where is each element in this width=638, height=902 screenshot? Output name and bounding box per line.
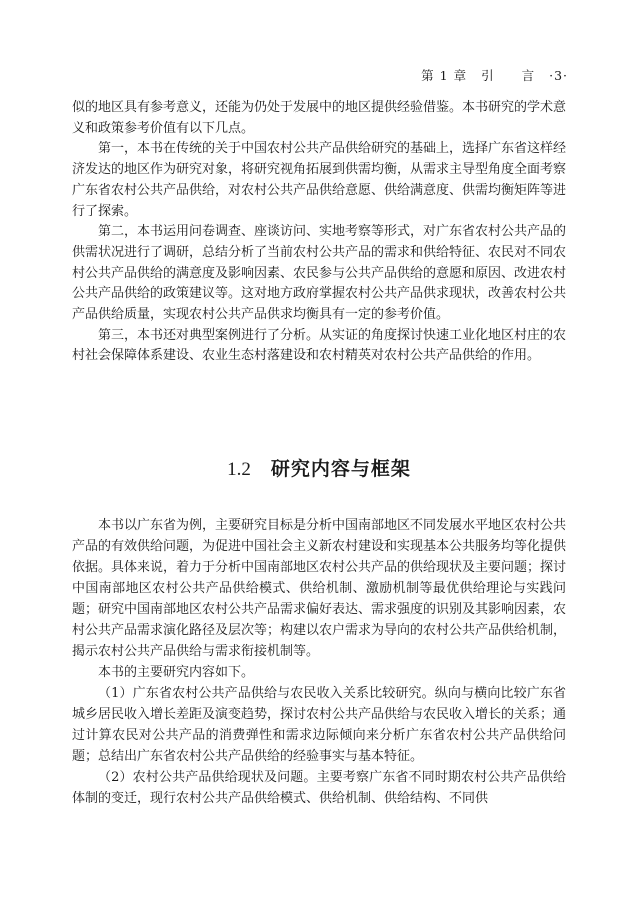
section-number: 1.2 xyxy=(227,459,251,480)
paragraph: （2）农村公共产品供给现状及问题。主要考察广东省不同时期农村公共产品供给体制的变迁，现行农村公共产品供给模式、供给机制、供给结构、不同供 xyxy=(72,770,566,806)
paragraph: 第一，本书在传统的关于中国农村公共产品供给研究的基础上，选择广东省这样经济发达的地区作为研究对象，将研究视角拓展到供需均衡，从需求主导型角度全面考察广东省农村公共产品供给，对农村公共产品供给意愿、供给满意度、供需均衡矩阵等进行了探索。 xyxy=(72,141,567,219)
paragraph: 似的地区具有参考意义，还能为仍处于发展中的地区提供经验借鉴。本书研究的学术意义和政策参考价值有以下几点。 xyxy=(72,100,567,136)
section-heading xyxy=(0,457,638,482)
paragraph: 本书的主要研究内容如下。 xyxy=(98,665,255,680)
body-text-bottom xyxy=(72,515,566,809)
chapter-title: 引 言 xyxy=(481,68,536,83)
paragraph: （1）广东省农村公共产品供给与农民收入关系比较研究。纵向与横向比较广东省城乡居民收入增长差距及演变趋势，探讨农村公共产品供给与农民收入增长的关系；通过计算农民对公共产品的消费弹性和需求边际倾向来分析广东省农村公共产品供给问题；总结出广东省农村公共产品供给的经验事实与基本特征。 xyxy=(72,686,567,764)
page-number: ·3· xyxy=(549,68,568,83)
body-text-top xyxy=(72,98,566,367)
paragraph: 第三，本书还对典型案例进行了分析。从实证的角度探讨快速工业化地区村庄的农村社会保障体系建设、农业生态村落建设和农村精英对农村公共产品供给的作用。 xyxy=(72,327,567,364)
paragraph: 本书以广东省为例，主要研究目标是分析中国南部地区不同发展水平地区农村公共产品的有效供给问题，为促进中国社会主义新农村建设和实现基本公共服务均等化提供依据。具体来说，着力于分析中国南部地区农村公共产品的供给现状及主要问题；探讨中国南部地区农村公共产品供给模式、供给机制、激励机制等最优供给理论与实践问题；研究中国南部地区农村公共产品需求偏好表达、需求强度的识别及其影响因素，农村公共产品需求演化路径及层次等；构建以农户需求为导向的农村公共产品供给机制，揭示农村公共产品供给与需求衔接机制等。 xyxy=(72,518,567,659)
running-head xyxy=(421,66,568,84)
chapter-number: 第 1 章 xyxy=(421,68,468,83)
paragraph: 第二，本书运用问卷调查、座谈访问、实地考察等形式，对广东省农村公共产品的供需状况进行了调研，总结分析了当前农村公共产品的需求和供给特征、农民对不同农村公共产品供给的满意度及影响因素、农民参与公共产品供给的意愿和原因、改进农村公共产品供给的政策建议等。这对地方政府掌握农村公共产品供求现状，改善农村公共产品供给质量，实现农村公共产品供求均衡具有一定的参考价值。 xyxy=(72,224,567,323)
section-title: 研究内容与框架 xyxy=(270,458,411,480)
